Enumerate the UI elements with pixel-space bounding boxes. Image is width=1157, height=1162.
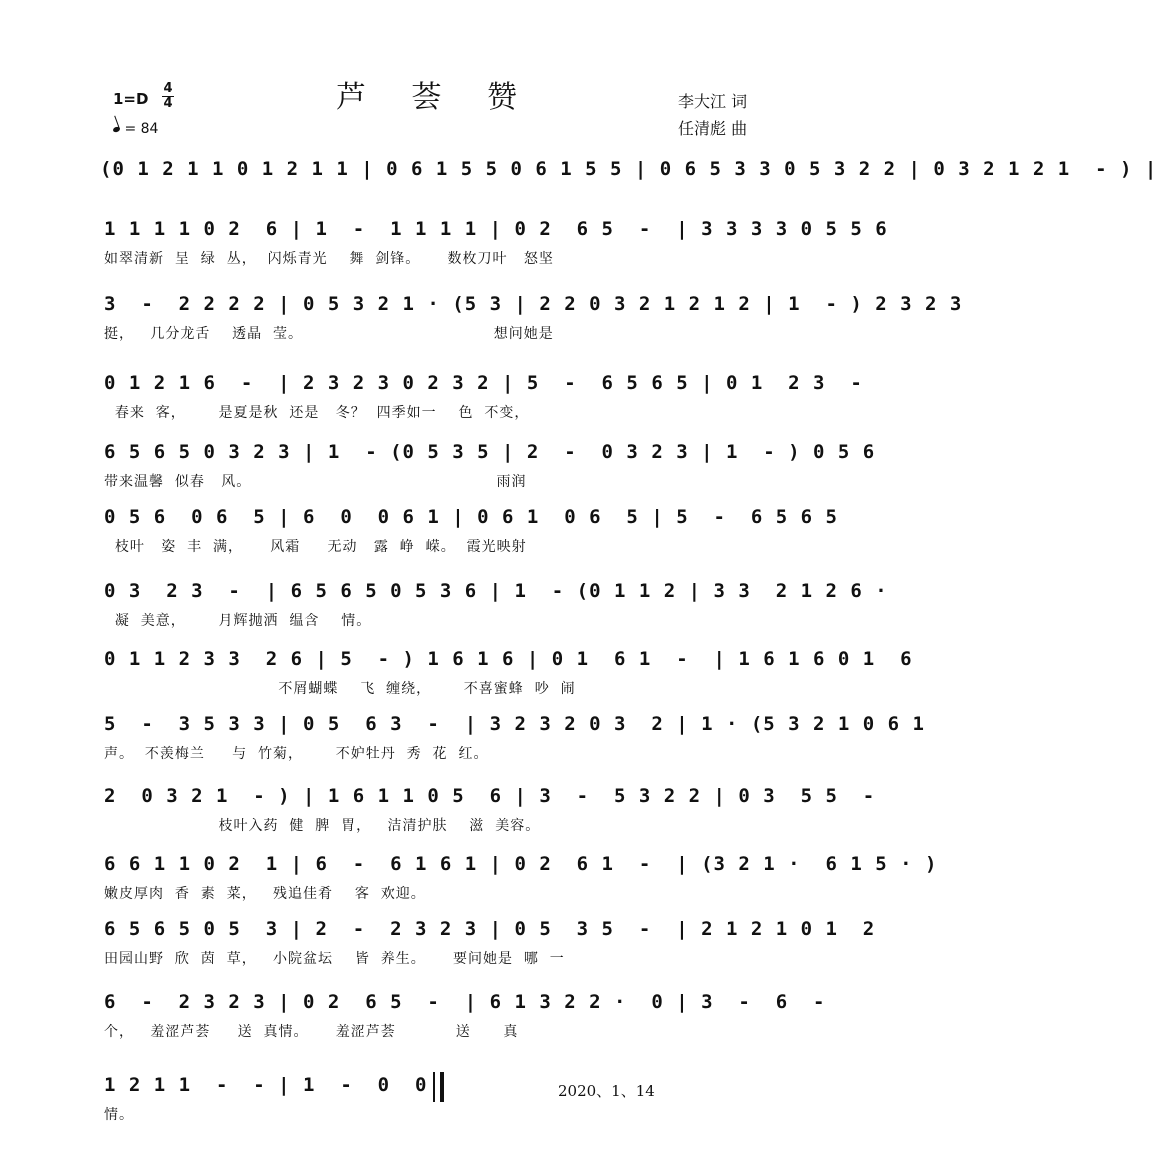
lyrics-line: 个， 羞涩芦荟 送 真情。 羞涩芦荟 送 真 — [104, 1024, 519, 1040]
notation-line: (0 1 2 1 1 0 1 2 1 1 | 0 6 1 5 5 0 6 1 5 5 | 0 6 5 3 3 0 5 3 2 2 | 0 3 2 1 2 1 - ) | — [100, 158, 1157, 180]
song-title: 芦 荟 赞 — [335, 80, 536, 115]
notation-line: 6 - 2 3 2 3 | 0 2 6 5 - | 6 1 3 2 2 · 0 | 3 - 6 - — [104, 991, 826, 1013]
credits — [678, 88, 747, 142]
notation-line: 5 - 3 5 3 3 | 0 5 6 3 - | 3 2 3 2 0 3 2 | 1 · (5 3 2 1 0 6 1 — [104, 713, 925, 735]
lyrics-line: 嫩皮厚肉 香 素 菜， 残追佳肴 客 欢迎。 — [104, 886, 426, 902]
lyrics-line: 声。 不羡梅兰 与 竹菊， 不妒牡丹 秀 花 红。 — [104, 746, 489, 762]
lyricist: 李大江 词 — [678, 92, 748, 111]
composer: 任清彪 曲 — [678, 119, 748, 138]
meter-top: 4 — [163, 81, 173, 96]
meter-bottom: 4 — [163, 96, 173, 111]
lyrics-line: 情。 — [104, 1107, 134, 1123]
notation-line: 3 - 2 2 2 2 | 0 5 3 2 1 · (5 3 | 2 2 0 3 2 1 2 1 2 | 1 - ) 2 3 2 3 — [104, 293, 963, 315]
notation-line: 0 1 2 1 6 - | 2 3 2 3 0 2 3 2 | 5 - 6 5 6 5 | 0 1 2 3 - — [104, 372, 863, 394]
lyrics-line: 田园山野 欣 茵 草， 小院盆坛 皆 养生。 要问她是 哪 一 — [104, 951, 565, 967]
notation-line: 0 1 1 2 3 3 2 6 | 5 - ) 1 6 1 6 | 0 1 6 1 - | 1 6 1 6 0 1 6 — [104, 648, 913, 670]
lyrics-line: 带来温馨 似春 风。 雨润 — [104, 474, 527, 490]
tempo-value: = 84 — [124, 121, 159, 137]
lyrics-line: 不屑蝴蝶 飞 缠绕， 不喜蜜蜂 吵 闹 — [104, 681, 576, 697]
lyrics-line: 凝 美意， 月辉抛洒 缊含 情。 — [104, 613, 372, 629]
notation-line: 0 3 2 3 - | 6 5 6 5 0 5 3 6 | 1 - (0 1 1 2 | 3 3 2 1 2 6 · — [104, 580, 888, 602]
notation-line: 6 5 6 5 0 3 2 3 | 1 - (0 5 3 5 | 2 - 0 3 2 3 | 1 - ) 0 5 6 — [104, 441, 876, 463]
notation-line: 1 1 1 1 0 2 6 | 1 - 1 1 1 1 | 0 2 6 5 - | 3 3 3 3 0 5 5 6 — [104, 218, 888, 240]
notation-line: 0 5 6 0 6 5 | 6 0 0 6 1 | 0 6 1 0 6 5 | 5 - 6 5 6 5 — [104, 506, 838, 528]
lyrics-line: 春来 客， 是夏是秋 还是 冬？ 四季如一 色 不变， — [104, 405, 530, 421]
final-barline-thick — [440, 1072, 444, 1102]
lyrics-line: 挺， 几分龙舌 透晶 莹。 想问她是 — [104, 326, 554, 342]
lyrics-line: 枝叶入药 健 脾 胃， 洁清护肤 滋 美容。 — [104, 818, 541, 834]
lyrics-line: 如翠清新 呈 绿 丛， 闪烁青光 舞 剑锋。 数枚刀叶 怒坚 — [104, 251, 554, 267]
key-signature: 1=D — [113, 90, 149, 108]
date: 2020、1、14 — [558, 1082, 655, 1100]
final-barline-thin — [433, 1072, 435, 1102]
notation-line: 1 2 1 1 - - | 1 - 0 0 — [104, 1074, 428, 1096]
notation-line: 6 5 6 5 0 5 3 | 2 - 2 3 2 3 | 0 5 3 5 - | 2 1 2 1 0 1 2 — [104, 918, 876, 940]
notation-line: 2 0 3 2 1 - ) | 1 6 1 1 0 5 6 | 3 - 5 3 2 2 | 0 3 5 5 - — [104, 785, 876, 807]
quarter-note-icon — [112, 125, 120, 132]
lyrics-line: 枝叶 姿 丰 满， 风霜 无动 露 峥 嵘。 霞光映射 — [104, 539, 527, 555]
time-signature — [162, 82, 174, 111]
notation-line: 6 6 1 1 0 2 1 | 6 - 6 1 6 1 | 0 2 6 1 - | (3 2 1 · 6 1 5 · ) — [104, 853, 938, 875]
tempo-marking — [113, 121, 158, 137]
